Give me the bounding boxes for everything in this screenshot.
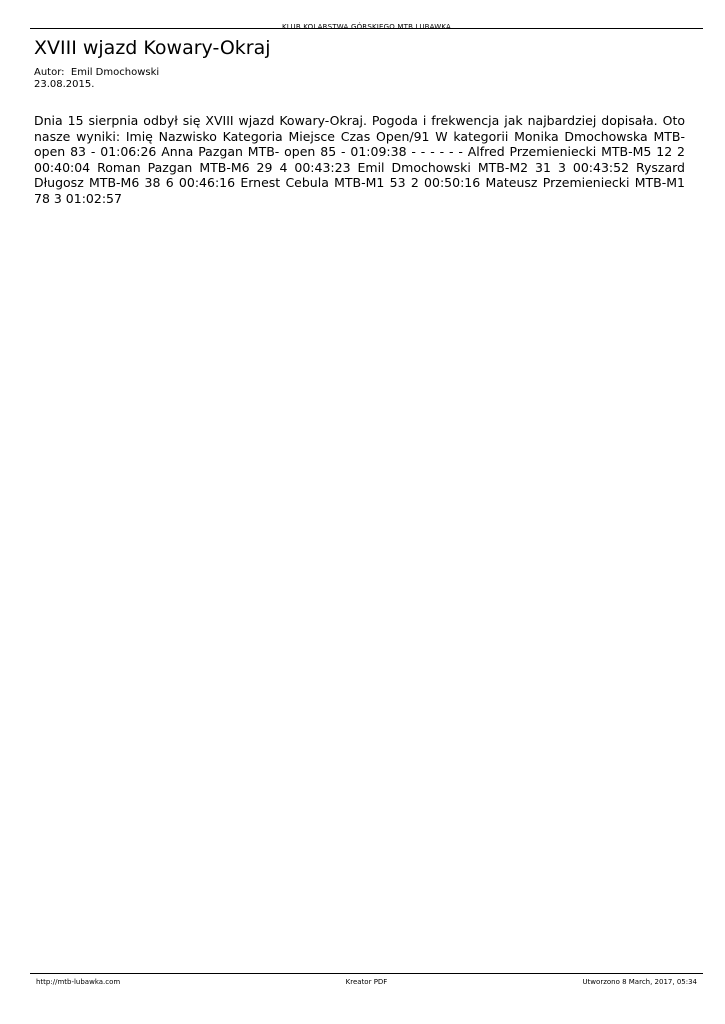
- site-name: KLUB KOLARSTWA GÓRSKIEGO MTB LUBAWKA: [281, 23, 452, 31]
- footer-url[interactable]: http://mtb-lubawka.com: [36, 978, 121, 986]
- author-name: Emil Dmochowski: [70, 67, 160, 78]
- author-line: [34, 67, 159, 79]
- footer-created: Utworzono 8 March, 2017, 05:34: [582, 978, 697, 986]
- article-title: XVIII wjazd Kowary-Okraj: [34, 37, 271, 59]
- page-header: [30, 14, 703, 29]
- article-meta: [34, 67, 159, 91]
- author-label: Autor:: [34, 67, 65, 78]
- article-body: Dnia 15 sierpnia odbył się XVIII wjazd Kowary-Okraj. Pogoda i frekwencja jak najbardziej dopisała. Oto nasze wyniki: Imię Nazwisko Kategoria Miejsce Czas Open/91 W kategorii Monika Dmochowska MTB- open 83 - 01:06:26 Anna Pazgan MTB- open 85 - 01:09:38 - - - - - - Alfred Przemieniecki MTB-M5 12 2 00:40:04 Roman Pazgan MTB-M6 29 4 00:43:23 Emil Dmochowski MTB-M2 31 3 00:43:52 Ryszard Długosz MTB-M6 38 6 00:46:16 Ernest Cebula MTB-M1 53 2 00:50:16 Mateusz Przemieniecki MTB-M1 78 3 01:02:57: [34, 113, 685, 206]
- page-footer: [30, 973, 703, 988]
- article-date: 23.08.2015.: [34, 79, 95, 90]
- footer-generator: Kreator PDF: [345, 978, 388, 986]
